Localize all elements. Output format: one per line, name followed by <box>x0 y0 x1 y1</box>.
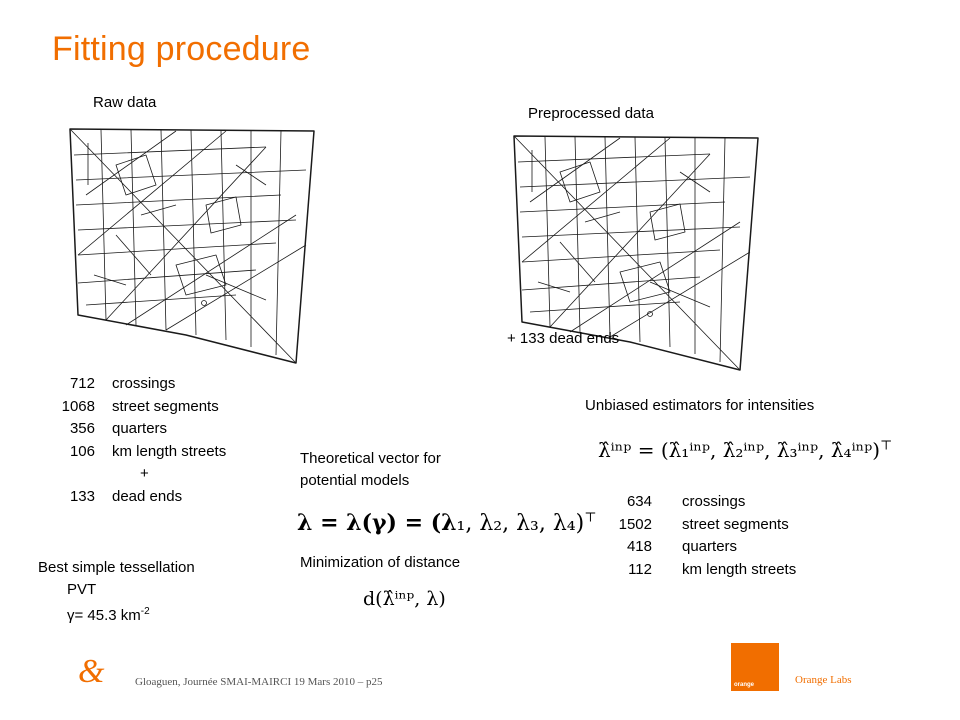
estimator-transpose-symbol: ⊤ <box>880 438 893 454</box>
orange-logo-icon <box>731 643 779 691</box>
raw-data-label: Raw data <box>93 94 157 111</box>
theoretical-vector-line2: potential models <box>300 472 410 489</box>
raw-stat-row <box>20 486 280 509</box>
theoretical-vector-label <box>300 448 441 492</box>
raw-stat-label: quarters <box>112 420 168 437</box>
unbiased-stat-label: quarters <box>682 538 738 555</box>
unbiased-stat-label: street segments <box>682 515 789 533</box>
orange-logo-word: orange <box>734 682 755 688</box>
estimator-vector: λ̂ⁱⁿᵖ = (λ̂₁ⁱⁿᵖ, λ̂₂ⁱⁿᵖ, λ̂₃ⁱⁿᵖ, λ̂₄ⁱⁿᵖ) <box>598 438 881 462</box>
raw-stat-value: 1068 <box>61 397 95 415</box>
theoretical-vector-formula <box>297 510 596 536</box>
unbiased-estimator-formula <box>598 438 892 462</box>
raw-stat-label: street segments <box>112 397 219 415</box>
unbiased-stats-list <box>580 491 840 581</box>
unbiased-stat-value: 112 <box>628 560 652 578</box>
gamma-exponent: -2 <box>140 606 150 617</box>
unbiased-stat-label: crossings <box>682 493 746 510</box>
unbiased-stat-row <box>580 536 840 559</box>
raw-dead-ends-label: dead ends <box>112 487 183 505</box>
theoretical-vector-line1: Theoretical vector for <box>300 450 441 467</box>
best-tessellation-gamma <box>38 601 195 627</box>
orange-labs-label: Orange Labs <box>795 674 852 686</box>
best-tessellation-model: PVT <box>67 581 97 598</box>
raw-street-map <box>66 125 316 365</box>
raw-dead-ends-value: 133 <box>69 487 95 505</box>
best-tessellation-block <box>38 557 195 627</box>
raw-stats-list <box>20 373 280 508</box>
raw-stat-value: 356 <box>69 420 95 437</box>
footer-citation: Gloaguen, Journée SMAI-MAIRCI 19 Mars 2010 – p25 <box>135 676 383 688</box>
raw-stat-value: 106 <box>69 442 95 460</box>
gamma-symbol: γ <box>67 607 75 624</box>
unbiased-stat-label: km length streets <box>682 560 797 578</box>
unbiased-stat-row <box>580 559 840 582</box>
raw-stat-label: km length streets <box>112 442 227 460</box>
minimization-label: Minimization of distance <box>300 554 461 571</box>
formula-rest: ₁, λ₂, λ₃, λ₄) <box>456 511 585 536</box>
unbiased-stat-value: 1502 <box>618 515 652 533</box>
unbiased-stat-value: 634 <box>626 493 652 510</box>
distance-formula: d(λ̂ⁱⁿᵖ, λ) <box>363 588 446 610</box>
raw-stat-row <box>20 418 280 441</box>
formula-lhs: λ = λ(γ) = (λ <box>297 510 457 536</box>
unbiased-estimators-label: Unbiased estimators for intensities <box>585 397 815 414</box>
gamma-value: = 45.3 km <box>74 607 141 624</box>
raw-plus-sign: + <box>140 465 149 482</box>
best-tessellation-title: Best simple tessellation <box>38 559 195 576</box>
preprocessed-dead-ends-note: + 133 dead ends <box>507 330 620 347</box>
raw-stat-value: 712 <box>69 375 95 392</box>
transpose-symbol: ⊤ <box>584 510 597 526</box>
raw-stat-label: crossings <box>112 375 176 392</box>
raw-stat-row <box>20 463 280 486</box>
unbiased-stat-row <box>580 491 840 514</box>
ampersand-logo-icon: & <box>78 653 105 690</box>
raw-stat-row <box>20 396 280 419</box>
page-title: Fitting procedure <box>52 30 311 68</box>
preprocessed-data-label: Preprocessed data <box>528 105 654 122</box>
unbiased-stat-value: 418 <box>626 538 652 555</box>
unbiased-stat-row <box>580 514 840 537</box>
raw-stat-row <box>20 373 280 396</box>
raw-stat-row <box>20 441 280 464</box>
